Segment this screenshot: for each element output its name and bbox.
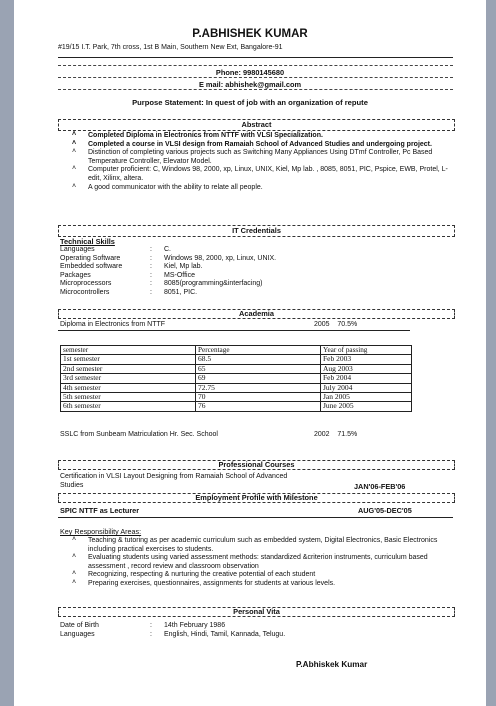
list-item: [60, 132, 452, 141]
cell-semester: 1st semester: [61, 355, 196, 364]
table-row: [61, 383, 412, 392]
item-text: Completed a course in VLSI design from Ramaiah School of Advanced Studies and undergoing project.: [88, 140, 432, 148]
phone: Phone: 9980145680: [215, 68, 285, 77]
kra-list: [60, 537, 452, 589]
skill-key: Languages: [60, 246, 95, 253]
cell-percentage: 69: [196, 374, 321, 383]
bullet-icon: ˄: [72, 536, 77, 543]
list-item: [60, 537, 452, 554]
cell-percentage: 65: [196, 364, 321, 373]
cell-percentage: 72.75: [196, 383, 321, 392]
table-header-row: [61, 346, 412, 355]
section-courses-title: Professional Courses: [58, 460, 455, 470]
bullet-icon: ˄: [72, 148, 77, 156]
item-text: Distinction of completing various projects such as Switching Many Appliances Using DTmf Controller, Pc Based Temperature Controller, Elevator Model.: [88, 149, 433, 165]
item-text: Evaluating students using varied assessment methods: standardized &criterion instruments, curriculum based assessment , record review and classroom observation: [88, 554, 428, 570]
job-dates: AUG'05-DEC'05: [358, 506, 412, 515]
divider: [58, 89, 453, 90]
bullet-icon: ˄: [72, 131, 77, 138]
cell-year: Feb 2003: [321, 355, 412, 364]
skill-value: Kiel, Mp lab.: [164, 263, 203, 271]
skills-table: [60, 246, 276, 298]
item-text: Computer proficient: C, Windows 98, 2000, xp, Linux, UNIX, Kiel, Mp lab. , 8085, 8051, PIC, Pspice, EWB, Protel, L-edit, Xilinx, altera.: [88, 166, 448, 182]
skill-key: Operating Software: [60, 254, 121, 262]
table-row: Embedded software : Kiel, Mp lab.: [60, 263, 276, 272]
table-row: [61, 393, 412, 402]
personal-vita-table: [60, 621, 285, 639]
purpose-statement: Purpose Statement: In quest of job with an organization of repute: [132, 98, 368, 107]
bullet-icon: ˄: [72, 165, 77, 173]
divider: [58, 57, 453, 58]
technical-skills-heading: Technical Skills: [60, 237, 115, 246]
skill-value: 8085(programming&interfacing): [164, 280, 263, 288]
table-row: [61, 402, 412, 411]
cell-semester: 4th semester: [61, 383, 196, 392]
sslc-year: 2002: [314, 431, 330, 438]
divider: [58, 77, 453, 78]
table-row: Languages : C.: [60, 246, 276, 255]
bullet-icon: ˄: [72, 139, 77, 147]
table-row: Packages : MS-Office: [60, 272, 276, 281]
course-dates: JAN'06-FEB'06: [354, 482, 406, 491]
skill-key: Microprocessors: [60, 280, 112, 288]
table-row: Microprocessors : 8085(programming&interfacing): [60, 280, 276, 289]
cell-percentage: 70: [196, 393, 321, 402]
cell-percentage: 68.5: [196, 355, 321, 364]
list-item: [60, 166, 452, 183]
skill-value: Windows 98, 2000, xp, Linux, UNIX.: [164, 254, 277, 262]
divider: [58, 65, 453, 66]
skill-key: Packages: [60, 271, 91, 279]
diploma-pct: 70.5%: [337, 321, 358, 328]
list-item: [60, 141, 452, 150]
section-abstract-title: Abstract: [58, 119, 455, 131]
vita-value: 14th February 1986: [164, 622, 226, 629]
skill-key: Embedded software: [60, 263, 123, 271]
resume-page: [14, 0, 486, 706]
skill-value: C.: [164, 246, 171, 253]
vita-value: English, Hindi, Tamil, Kannada, Telugu.: [164, 631, 286, 638]
bullet-icon: ˄: [72, 578, 77, 586]
table-row: [61, 355, 412, 364]
bullet-icon: ˄: [72, 553, 77, 561]
sslc-text: SSLC from Sunbeam Matriculation Hr. Sec. School: [60, 431, 218, 438]
list-item: [60, 184, 452, 193]
semester-table: [60, 345, 412, 412]
cell-year: June 2005: [321, 402, 412, 411]
cell-semester: 3rd semester: [61, 374, 196, 383]
list-item: [60, 149, 452, 166]
skill-key: Microcontrollers: [60, 288, 110, 296]
table-row: Languages : English, Hindi, Tamil, Kannada, Telugu.: [60, 631, 286, 638]
item-text: Preparing exercises, questionnaires, assignments for students at various levels.: [88, 579, 336, 587]
cell-semester: 2nd semester: [61, 364, 196, 373]
item-text: A good communicator with the ability to relate all people.: [88, 183, 263, 191]
kra-heading: Key Responsibility Areas:: [60, 527, 142, 536]
job-role: SPIC NTTF as Lecturer: [60, 506, 140, 515]
column-header: Percentage: [196, 346, 321, 355]
signature-name: P.Abhiskek Kumar: [296, 660, 368, 669]
sslc-line: [60, 431, 218, 438]
candidate-name: P.ABHISHEK KUMAR: [192, 28, 308, 40]
vita-key: Date of Birth: [60, 622, 99, 629]
skill-value: MS-Office: [164, 271, 195, 279]
diploma-year: 2005: [314, 321, 330, 328]
email: E mail: abhishek@gmail.com: [198, 80, 302, 89]
section-employment-title: Employment Profile with Milestone: [58, 493, 455, 503]
column-header: semester: [61, 346, 196, 355]
cell-semester: 6th semester: [61, 402, 196, 411]
section-academia-title: Academia: [58, 309, 455, 319]
bullet-icon: ˄: [72, 182, 77, 190]
column-header: Year of passing: [321, 346, 412, 355]
course-line-2: Studies: [60, 482, 84, 489]
table-row: [61, 374, 412, 383]
course-line-1: Certification in VLSI Layout Designing from Ramaiah School of Advanced: [60, 473, 288, 480]
list-item: [60, 571, 452, 580]
sslc-result: [314, 431, 357, 438]
sslc-pct: 71.5%: [337, 431, 358, 438]
list-item: [60, 580, 452, 589]
cell-year: Feb 2004: [321, 374, 412, 383]
skill-value: 8051, PIC.: [164, 288, 198, 296]
item-text: Completed Diploma in Electronics from NTTF with VLSI Specialization.: [88, 132, 323, 139]
table-row: Microcontrollers : 8051, PIC.: [60, 289, 276, 298]
table-row: Operating Software : Windows 98, 2000, xp, Linux, UNIX.: [60, 254, 277, 262]
divider: [58, 517, 453, 518]
bullet-icon: ˄: [72, 570, 77, 578]
list-item: [60, 554, 452, 571]
vita-key: Languages: [60, 631, 95, 638]
cell-year: Aug 2003: [321, 364, 412, 373]
divider: [58, 330, 410, 331]
section-vita-title: Personal Vita: [58, 607, 455, 617]
diploma-text: Diploma in Electronics from NTTF: [60, 321, 166, 328]
diploma-result: [314, 321, 357, 328]
cell-year: Jan 2005: [321, 393, 412, 402]
table-row: Date of Birth : 14th February 1986: [60, 621, 285, 630]
abstract-list: [60, 132, 452, 192]
table-row: [61, 364, 412, 373]
item-text: Teaching & tutoring as per academic curriculum such as embedded system, Digital Electronics, Basic Electronics including practical exercises to students.: [88, 537, 438, 553]
section-it-title: IT Credentials: [58, 225, 455, 237]
item-text: Recognizing, respecting & nurturing the creative potential of each student: [88, 571, 316, 579]
cell-semester: 5th semester: [61, 393, 196, 402]
cell-percentage: 76: [196, 402, 321, 411]
diploma-line: [60, 321, 165, 328]
address: #19/15 I.T. Park, 7th cross, 1st B Main, Southern New Ext, Bangalore-91: [58, 44, 283, 51]
cell-year: July 2004: [321, 383, 412, 392]
